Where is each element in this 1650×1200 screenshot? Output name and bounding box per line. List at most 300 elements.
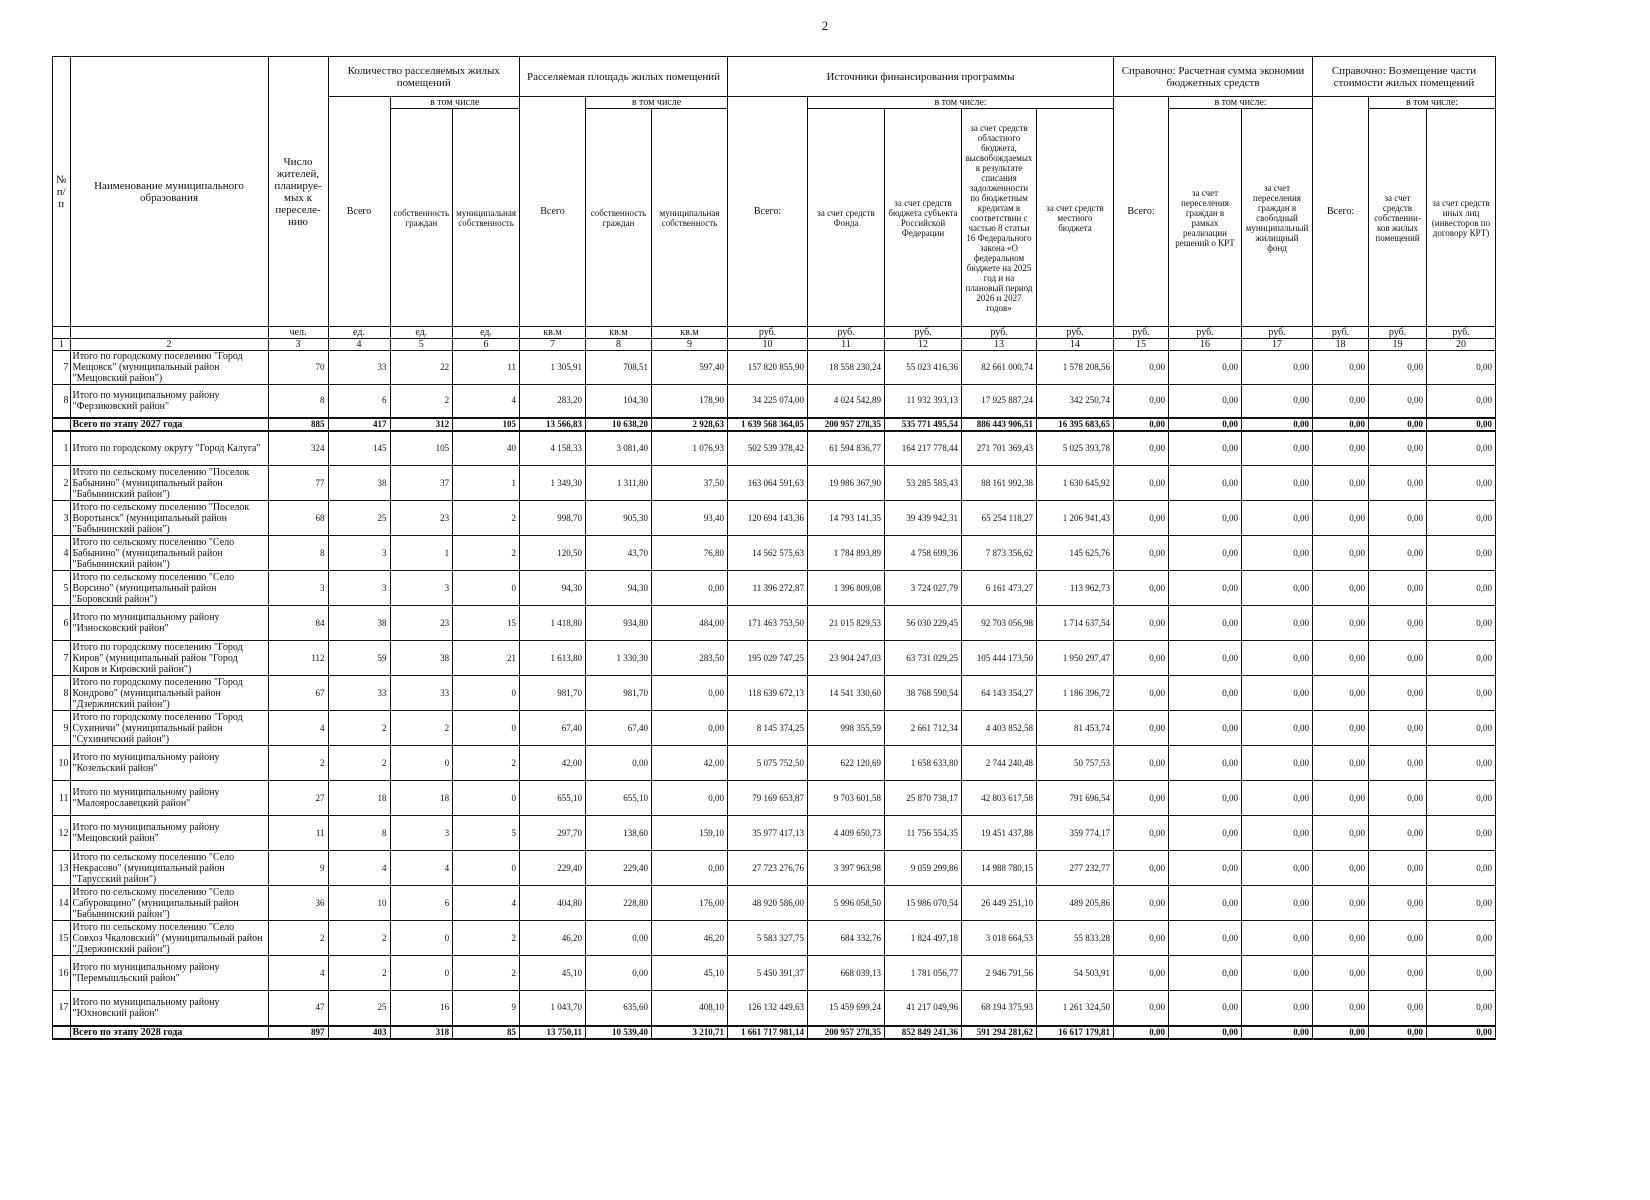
value-cell-col-17: 0,00	[1242, 536, 1313, 571]
value-cell-col-16: 0,00	[1169, 746, 1242, 781]
value-cell-col-10: 120 694 143,36	[728, 501, 808, 536]
value-cell-col-7: 1 043,70	[520, 991, 586, 1026]
value-cell-col-15: 0,00	[1114, 711, 1169, 746]
row-number-cell: 13	[53, 851, 71, 886]
unit-cell: руб.	[962, 327, 1037, 339]
value-cell-col-20: 0,00	[1427, 1026, 1496, 1039]
value-cell-col-12: 2 661 712,34	[885, 711, 962, 746]
value-cell-col-5: 33	[390, 676, 453, 711]
value-cell-col-4: 145	[328, 431, 390, 466]
header-source-fund: за счет средств Фонда	[808, 109, 885, 327]
value-cell-col-7: 1 305,91	[520, 351, 586, 385]
value-cell-col-8: 635,60	[586, 991, 652, 1026]
column-number-cell: 10	[728, 339, 808, 351]
header-source-local-budget: за счет средств местного бюджета	[1037, 109, 1114, 327]
value-cell-col-8: 0,00	[586, 746, 652, 781]
value-cell-col-20: 0,00	[1427, 606, 1496, 641]
value-cell-col-12: 4 758 699,36	[885, 536, 962, 571]
value-cell-col-6: 85	[453, 1026, 520, 1039]
value-cell-col-3: 897	[268, 1026, 328, 1039]
value-cell-col-19: 0,00	[1369, 956, 1427, 991]
column-number-cell: 11	[808, 339, 885, 351]
value-cell-col-15: 0,00	[1114, 956, 1169, 991]
value-cell-col-14: 1 950 297,47	[1037, 641, 1114, 676]
value-cell-col-6: 2	[453, 746, 520, 781]
value-cell-col-6: 0	[453, 676, 520, 711]
value-cell-col-18: 0,00	[1313, 1026, 1369, 1039]
value-cell-col-17: 0,00	[1242, 991, 1313, 1026]
table-row	[53, 921, 1496, 956]
row-number-cell: 8	[53, 676, 71, 711]
value-cell-col-15: 0,00	[1114, 816, 1169, 851]
value-cell-col-5: 18	[390, 781, 453, 816]
unit-cell: руб.	[1427, 327, 1496, 339]
column-number-cell: 4	[328, 339, 390, 351]
value-cell-col-14: 489 205,86	[1037, 886, 1114, 921]
value-cell-col-5: 38	[390, 641, 453, 676]
value-cell-col-18: 0,00	[1313, 921, 1369, 956]
value-cell-col-9: 0,00	[652, 571, 728, 606]
value-cell-col-8: 10 638,20	[586, 418, 652, 431]
value-cell-col-5: 0	[390, 746, 453, 781]
value-cell-col-3: 9	[268, 851, 328, 886]
value-cell-col-12: 11 756 554,35	[885, 816, 962, 851]
value-cell-col-11: 14 793 141,35	[808, 501, 885, 536]
value-cell-col-14: 16 617 179,81	[1037, 1026, 1114, 1039]
value-cell-col-20: 0,00	[1427, 816, 1496, 851]
value-cell-col-16: 0,00	[1169, 711, 1242, 746]
value-cell-col-3: 2	[268, 746, 328, 781]
value-cell-col-15: 0,00	[1114, 991, 1169, 1026]
unit-cell: руб.	[1369, 327, 1427, 339]
value-cell-col-13: 3 018 664,53	[962, 921, 1037, 956]
value-cell-col-10: 163 064 591,63	[728, 466, 808, 501]
value-cell-col-16: 0,00	[1169, 385, 1242, 418]
value-cell-col-18: 0,00	[1313, 711, 1369, 746]
value-cell-col-9: 159,10	[652, 816, 728, 851]
value-cell-col-16: 0,00	[1169, 641, 1242, 676]
stage-total-row	[53, 1026, 1496, 1039]
value-cell-col-17: 0,00	[1242, 385, 1313, 418]
header-count-municipal: муниципальная собственность	[453, 109, 520, 327]
table-row	[53, 385, 1496, 418]
value-cell-col-14: 5 025 393,78	[1037, 431, 1114, 466]
value-cell-col-11: 9 703 601,58	[808, 781, 885, 816]
value-cell-col-8: 905,30	[586, 501, 652, 536]
value-cell-col-13: 2 946 791,56	[962, 956, 1037, 991]
unit-cell-blank	[53, 327, 71, 339]
value-cell-col-16: 0,00	[1169, 851, 1242, 886]
value-cell-col-8: 3 081,40	[586, 431, 652, 466]
value-cell-col-3: 11	[268, 816, 328, 851]
header-group-reference-savings: Справочно: Расчетная сумма экономии бюджетных средств	[1114, 57, 1313, 97]
value-cell-col-14: 1 578 208,56	[1037, 351, 1114, 385]
value-cell-col-17: 0,00	[1242, 641, 1313, 676]
unit-cell-blank	[70, 327, 268, 339]
value-cell-col-6: 2	[453, 536, 520, 571]
value-cell-col-15: 0,00	[1114, 501, 1169, 536]
header-count-including: в том числе	[390, 97, 520, 109]
value-cell-col-7: 297,70	[520, 816, 586, 851]
column-number-cell: 19	[1369, 339, 1427, 351]
value-cell-col-15: 0,00	[1114, 536, 1169, 571]
value-cell-col-5: 3	[390, 816, 453, 851]
value-cell-col-6: 2	[453, 501, 520, 536]
value-cell-col-15: 0,00	[1114, 851, 1169, 886]
value-cell-col-7: 42,00	[520, 746, 586, 781]
value-cell-col-6: 11	[453, 351, 520, 385]
municipality-name-cell: Итого по сельскому поселению "Поселок Бабынино" (муниципальный район "Бабынинский район")	[70, 466, 268, 501]
value-cell-col-10: 195 029 747,25	[728, 641, 808, 676]
table-row	[53, 816, 1496, 851]
row-number-cell: 17	[53, 991, 71, 1026]
value-cell-col-11: 15 459 699,24	[808, 991, 885, 1026]
value-cell-col-7: 4 158,33	[520, 431, 586, 466]
value-cell-col-17: 0,00	[1242, 571, 1313, 606]
value-cell-col-11: 1 784 893,89	[808, 536, 885, 571]
header-municipality-name: Наименование муниципального образования	[70, 57, 268, 327]
municipality-name-cell: Итого по сельскому поселению "Село Совхоз Чкаловский" (муниципальный район "Дзержинский район")	[70, 921, 268, 956]
value-cell-col-16: 0,00	[1169, 816, 1242, 851]
value-cell-col-16: 0,00	[1169, 991, 1242, 1026]
row-number-cell: 2	[53, 466, 71, 501]
unit-cell: руб.	[1242, 327, 1313, 339]
value-cell-col-10: 1 639 568 364,05	[728, 418, 808, 431]
value-cell-col-9: 45,10	[652, 956, 728, 991]
value-cell-col-3: 84	[268, 606, 328, 641]
value-cell-col-12: 63 731 029,25	[885, 641, 962, 676]
table-header	[53, 57, 1496, 351]
value-cell-col-20: 0,00	[1427, 781, 1496, 816]
row-number-cell	[53, 1026, 71, 1039]
header-sources-total: Всего:	[728, 97, 808, 327]
value-cell-col-10: 1 661 717 981,14	[728, 1026, 808, 1039]
value-cell-col-8: 981,70	[586, 676, 652, 711]
value-cell-col-6: 4	[453, 385, 520, 418]
value-cell-col-4: 2	[328, 921, 390, 956]
value-cell-col-20: 0,00	[1427, 385, 1496, 418]
value-cell-col-15: 0,00	[1114, 385, 1169, 418]
value-cell-col-11: 61 594 836,77	[808, 431, 885, 466]
value-cell-col-5: 6	[390, 886, 453, 921]
value-cell-col-7: 13 750,11	[520, 1026, 586, 1039]
value-cell-col-15: 0,00	[1114, 466, 1169, 501]
value-cell-col-14: 1 186 396,72	[1037, 676, 1114, 711]
value-cell-col-13: 88 161 992,38	[962, 466, 1037, 501]
value-cell-col-5: 4	[390, 851, 453, 886]
table-row	[53, 351, 1496, 385]
value-cell-col-18: 0,00	[1313, 501, 1369, 536]
value-cell-col-6: 21	[453, 641, 520, 676]
value-cell-col-3: 27	[268, 781, 328, 816]
value-cell-col-13: 26 449 251,10	[962, 886, 1037, 921]
value-cell-col-9: 176,00	[652, 886, 728, 921]
value-cell-col-11: 998 355,59	[808, 711, 885, 746]
value-cell-col-8: 10 539,40	[586, 1026, 652, 1039]
row-number-cell: 12	[53, 816, 71, 851]
header-area-citizens: собственность граждан	[586, 109, 652, 327]
value-cell-col-3: 4	[268, 956, 328, 991]
value-cell-col-12: 56 030 229,45	[885, 606, 962, 641]
value-cell-col-7: 13 566,83	[520, 418, 586, 431]
value-cell-col-10: 171 463 753,50	[728, 606, 808, 641]
value-cell-col-20: 0,00	[1427, 921, 1496, 956]
value-cell-col-14: 1 630 645,92	[1037, 466, 1114, 501]
value-cell-col-8: 43,70	[586, 536, 652, 571]
value-cell-col-14: 359 774,17	[1037, 816, 1114, 851]
value-cell-col-14: 791 696,54	[1037, 781, 1114, 816]
column-number-cell: 8	[586, 339, 652, 351]
value-cell-col-10: 502 539 378,42	[728, 431, 808, 466]
header-ref1-including: в том числе:	[1169, 97, 1313, 109]
value-cell-col-10: 5 450 391,37	[728, 956, 808, 991]
value-cell-col-9: 408,10	[652, 991, 728, 1026]
value-cell-col-5: 22	[390, 351, 453, 385]
value-cell-col-9: 37,50	[652, 466, 728, 501]
value-cell-col-8: 1 330,30	[586, 641, 652, 676]
value-cell-col-16: 0,00	[1169, 781, 1242, 816]
value-cell-col-13: 82 661 000,74	[962, 351, 1037, 385]
value-cell-col-5: 0	[390, 956, 453, 991]
header-ref1-total: Всего:	[1114, 97, 1169, 327]
value-cell-col-8: 229,40	[586, 851, 652, 886]
value-cell-col-14: 55 833,28	[1037, 921, 1114, 956]
value-cell-col-11: 18 558 230,24	[808, 351, 885, 385]
value-cell-col-17: 0,00	[1242, 956, 1313, 991]
value-cell-col-13: 271 701 369,43	[962, 431, 1037, 466]
value-cell-col-4: 2	[328, 711, 390, 746]
municipality-name-cell: Итого по муниципальному району "Малоярославецкий район"	[70, 781, 268, 816]
row-number-cell: 8	[53, 385, 71, 418]
value-cell-col-9: 76,80	[652, 536, 728, 571]
unit-cell: кв.м	[652, 327, 728, 339]
table-row	[53, 641, 1496, 676]
value-cell-col-17: 0,00	[1242, 746, 1313, 781]
value-cell-col-8: 0,00	[586, 956, 652, 991]
column-number-cell: 20	[1427, 339, 1496, 351]
value-cell-col-16: 0,00	[1169, 1026, 1242, 1039]
value-cell-col-7: 283,20	[520, 385, 586, 418]
value-cell-col-11: 19 986 367,90	[808, 466, 885, 501]
value-cell-col-4: 18	[328, 781, 390, 816]
unit-cell: кв.м	[586, 327, 652, 339]
value-cell-col-19: 0,00	[1369, 466, 1427, 501]
value-cell-col-19: 0,00	[1369, 571, 1427, 606]
value-cell-col-9: 46,20	[652, 921, 728, 956]
value-cell-col-9: 42,00	[652, 746, 728, 781]
unit-cell: руб.	[1037, 327, 1114, 339]
value-cell-col-6: 0	[453, 711, 520, 746]
value-cell-col-15: 0,00	[1114, 571, 1169, 606]
value-cell-col-4: 6	[328, 385, 390, 418]
value-cell-col-11: 200 957 278,35	[808, 418, 885, 431]
value-cell-col-20: 0,00	[1427, 676, 1496, 711]
value-cell-col-7: 655,10	[520, 781, 586, 816]
value-cell-col-19: 0,00	[1369, 418, 1427, 431]
value-cell-col-12: 1 781 056,77	[885, 956, 962, 991]
value-cell-col-19: 0,00	[1369, 921, 1427, 956]
value-cell-col-5: 0	[390, 921, 453, 956]
municipality-name-cell: Всего по этапу 2028 года	[70, 1026, 268, 1039]
value-cell-col-16: 0,00	[1169, 956, 1242, 991]
value-cell-col-19: 0,00	[1369, 676, 1427, 711]
value-cell-col-20: 0,00	[1427, 501, 1496, 536]
value-cell-col-19: 0,00	[1369, 501, 1427, 536]
value-cell-col-9: 283,50	[652, 641, 728, 676]
value-cell-col-7: 120,50	[520, 536, 586, 571]
value-cell-col-5: 23	[390, 501, 453, 536]
value-cell-col-9: 1 076,93	[652, 431, 728, 466]
value-cell-col-17: 0,00	[1242, 351, 1313, 385]
value-cell-col-13: 105 444 173,50	[962, 641, 1037, 676]
value-cell-col-15: 0,00	[1114, 431, 1169, 466]
value-cell-col-14: 54 503,91	[1037, 956, 1114, 991]
value-cell-col-11: 21 015 829,53	[808, 606, 885, 641]
value-cell-col-6: 2	[453, 921, 520, 956]
value-cell-col-8: 104,30	[586, 385, 652, 418]
value-cell-col-10: 5 583 327,75	[728, 921, 808, 956]
value-cell-col-4: 4	[328, 851, 390, 886]
value-cell-col-18: 0,00	[1313, 956, 1369, 991]
value-cell-col-5: 16	[390, 991, 453, 1026]
value-cell-col-18: 0,00	[1313, 466, 1369, 501]
value-cell-col-12: 15 986 070,54	[885, 886, 962, 921]
value-cell-col-20: 0,00	[1427, 418, 1496, 431]
value-cell-col-15: 0,00	[1114, 921, 1169, 956]
value-cell-col-19: 0,00	[1369, 851, 1427, 886]
value-cell-col-20: 0,00	[1427, 711, 1496, 746]
value-cell-col-4: 25	[328, 501, 390, 536]
column-number-cell: 12	[885, 339, 962, 351]
row-number-cell: 16	[53, 956, 71, 991]
resettlement-table-sheet	[52, 56, 1496, 1040]
value-cell-col-16: 0,00	[1169, 351, 1242, 385]
value-cell-col-15: 0,00	[1114, 1026, 1169, 1039]
value-cell-col-14: 145 625,76	[1037, 536, 1114, 571]
value-cell-col-11: 23 904 247,03	[808, 641, 885, 676]
value-cell-col-3: 3	[268, 571, 328, 606]
value-cell-col-19: 0,00	[1369, 781, 1427, 816]
municipality-name-cell: Итого по сельскому поселению "Село Некрасово" (муниципальный район "Тарусский район")	[70, 851, 268, 886]
value-cell-col-9: 93,40	[652, 501, 728, 536]
resettlement-table	[52, 56, 1496, 1040]
municipality-name-cell: Итого по сельскому поселению "Поселок Воротынск" (муниципальный район "Бабынинский район")	[70, 501, 268, 536]
header-source-subject-budget: за счет средств бюджета субъекта Российской Федерации	[885, 109, 962, 327]
value-cell-col-13: 42 803 617,58	[962, 781, 1037, 816]
municipality-name-cell: Всего по этапу 2027 года	[70, 418, 268, 431]
value-cell-col-19: 0,00	[1369, 991, 1427, 1026]
value-cell-col-4: 417	[328, 418, 390, 431]
value-cell-col-4: 2	[328, 956, 390, 991]
value-cell-col-3: 70	[268, 351, 328, 385]
value-cell-col-11: 668 039,13	[808, 956, 885, 991]
value-cell-col-6: 9	[453, 991, 520, 1026]
value-cell-col-13: 6 161 473,27	[962, 571, 1037, 606]
value-cell-col-3: 885	[268, 418, 328, 431]
value-cell-col-12: 9 059 299,86	[885, 851, 962, 886]
value-cell-col-5: 3	[390, 571, 453, 606]
value-cell-col-17: 0,00	[1242, 1026, 1313, 1039]
value-cell-col-20: 0,00	[1427, 851, 1496, 886]
value-cell-col-8: 0,00	[586, 921, 652, 956]
table-row	[53, 571, 1496, 606]
value-cell-col-9: 0,00	[652, 711, 728, 746]
value-cell-col-17: 0,00	[1242, 781, 1313, 816]
value-cell-col-4: 3	[328, 536, 390, 571]
row-number-cell: 15	[53, 921, 71, 956]
row-number-cell: 6	[53, 606, 71, 641]
value-cell-col-5: 1	[390, 536, 453, 571]
municipality-name-cell: Итого по муниципальному району "Козельский район"	[70, 746, 268, 781]
value-cell-col-18: 0,00	[1313, 781, 1369, 816]
value-cell-col-20: 0,00	[1427, 886, 1496, 921]
table-row	[53, 991, 1496, 1026]
column-number-cell: 5	[390, 339, 453, 351]
value-cell-col-15: 0,00	[1114, 641, 1169, 676]
value-cell-col-4: 33	[328, 351, 390, 385]
value-cell-col-19: 0,00	[1369, 606, 1427, 641]
column-number-cell: 6	[453, 339, 520, 351]
value-cell-col-13: 2 744 240,48	[962, 746, 1037, 781]
value-cell-col-17: 0,00	[1242, 676, 1313, 711]
municipality-name-cell: Итого по городскому поселению "Город Мещовск" (муниципальный район "Мещовский район")	[70, 351, 268, 385]
value-cell-col-18: 0,00	[1313, 385, 1369, 418]
column-number-cell: 1	[53, 339, 71, 351]
table-body	[53, 351, 1496, 1039]
value-cell-col-20: 0,00	[1427, 991, 1496, 1026]
value-cell-col-12: 535 771 495,54	[885, 418, 962, 431]
value-cell-col-19: 0,00	[1369, 886, 1427, 921]
row-number-cell: 14	[53, 886, 71, 921]
row-number-cell: 7	[53, 351, 71, 385]
column-numbers-row	[53, 339, 1496, 351]
value-cell-col-19: 0,00	[1369, 746, 1427, 781]
value-cell-col-6: 4	[453, 886, 520, 921]
header-ref2-owners: за счет средств собственни-ков жилых помещений	[1369, 109, 1427, 327]
value-cell-col-3: 8	[268, 385, 328, 418]
value-cell-col-18: 0,00	[1313, 886, 1369, 921]
unit-cell: чел.	[268, 327, 328, 339]
value-cell-col-6: 0	[453, 781, 520, 816]
municipality-name-cell: Итого по сельскому поселению "Село Ворсино" (муниципальный район "Боровский район")	[70, 571, 268, 606]
header-area-including: в том числе	[586, 97, 728, 109]
row-number-cell: 5	[53, 571, 71, 606]
value-cell-col-5: 2	[390, 385, 453, 418]
value-cell-col-10: 157 820 855,90	[728, 351, 808, 385]
unit-cell: руб.	[728, 327, 808, 339]
value-cell-col-10: 5 075 752,50	[728, 746, 808, 781]
value-cell-col-8: 94,30	[586, 571, 652, 606]
value-cell-col-20: 0,00	[1427, 351, 1496, 385]
municipality-name-cell: Итого по муниципальному району "Мещовский район"	[70, 816, 268, 851]
value-cell-col-14: 50 757,53	[1037, 746, 1114, 781]
header-group-reference-reimbursement: Справочно: Возмещение части стоимости жилых помещений	[1313, 57, 1496, 97]
value-cell-col-16: 0,00	[1169, 501, 1242, 536]
value-cell-col-12: 164 217 778,44	[885, 431, 962, 466]
value-cell-col-13: 65 254 118,27	[962, 501, 1037, 536]
value-cell-col-10: 48 920 586,00	[728, 886, 808, 921]
value-cell-col-14: 16 395 683,65	[1037, 418, 1114, 431]
value-cell-col-17: 0,00	[1242, 418, 1313, 431]
stage-total-row	[53, 418, 1496, 431]
value-cell-col-17: 0,00	[1242, 606, 1313, 641]
value-cell-col-17: 0,00	[1242, 886, 1313, 921]
municipality-name-cell: Итого по муниципальному району "Ферзиковский район"	[70, 385, 268, 418]
value-cell-col-11: 1 396 809,08	[808, 571, 885, 606]
value-cell-col-15: 0,00	[1114, 676, 1169, 711]
value-cell-col-8: 67,40	[586, 711, 652, 746]
unit-cell: руб.	[1169, 327, 1242, 339]
